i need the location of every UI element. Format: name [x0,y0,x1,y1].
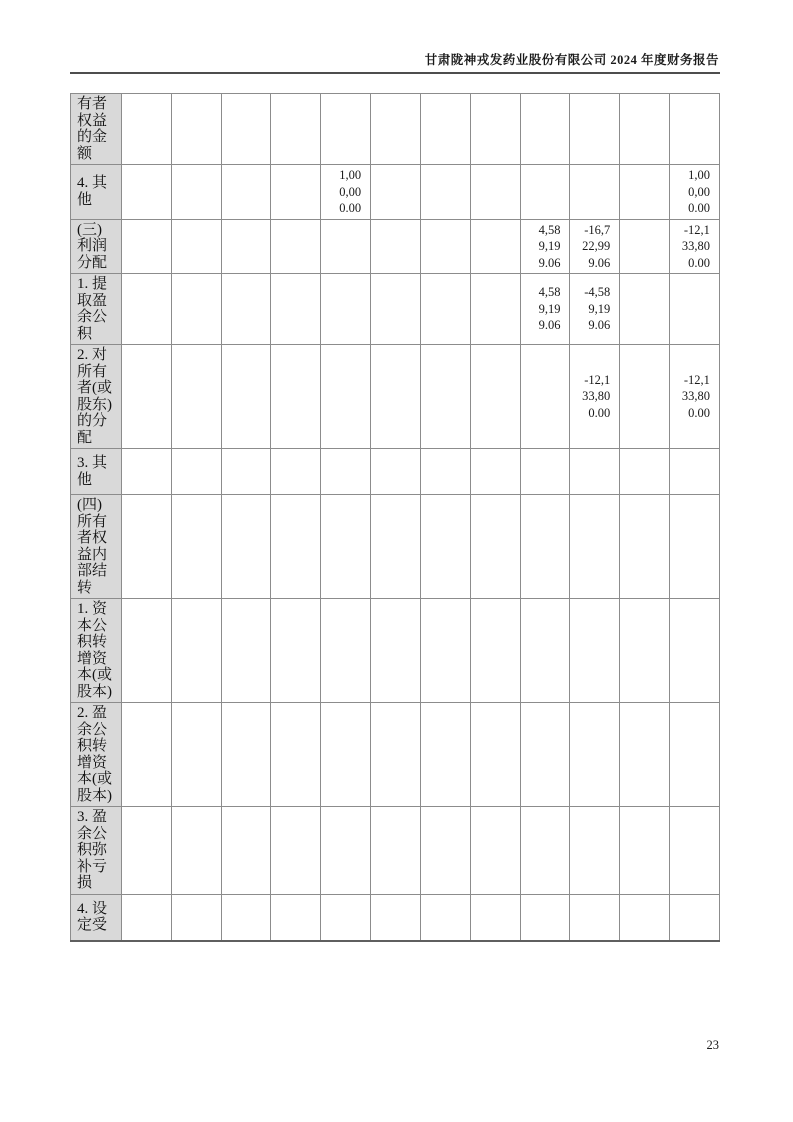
data-cell [271,449,321,495]
row-label-cell: (四)所有者权益内部结转 [71,495,122,599]
equity-statement-table-container [70,93,720,942]
data-cell [470,599,520,703]
data-cell: 4,589,199.06 [520,219,570,274]
data-cell [122,274,172,345]
data-cell [670,495,720,599]
data-cell [420,94,470,165]
data-cell [171,219,221,274]
data-cell [620,599,670,703]
data-cell [171,274,221,345]
data-cell [321,345,371,449]
data-cell [371,345,421,449]
data-cell [670,94,720,165]
row-label-cell: (三)利润分配 [71,219,122,274]
data-cell [520,449,570,495]
data-cell [321,449,371,495]
data-cell [122,94,172,165]
table-row [71,449,720,495]
data-cell [570,894,620,941]
data-cell [420,599,470,703]
data-cell [171,495,221,599]
data-cell [670,894,720,941]
data-cell [371,219,421,274]
table-row [71,703,720,807]
data-cell [122,219,172,274]
data-cell [420,894,470,941]
data-cell [470,807,520,895]
data-cell [221,274,271,345]
data-cell [221,345,271,449]
data-cell [670,807,720,895]
data-cell [470,894,520,941]
data-cell [670,703,720,807]
data-cell: -4,589,199.06 [570,274,620,345]
data-cell [470,495,520,599]
equity-table-body [71,94,720,941]
data-cell [271,495,321,599]
data-cell [171,165,221,220]
row-label-cell: 2. 对所有者(或股东)的分配 [71,345,122,449]
data-cell [171,807,221,895]
data-cell [470,345,520,449]
data-cell [520,599,570,703]
data-cell [670,274,720,345]
data-cell [520,94,570,165]
data-cell [520,495,570,599]
data-cell [570,449,620,495]
data-cell [520,345,570,449]
table-row [71,165,720,220]
data-cell [171,894,221,941]
data-cell [321,894,371,941]
data-cell [321,274,371,345]
data-cell [321,807,371,895]
header-divider [70,72,720,74]
data-cell [371,807,421,895]
data-cell [122,345,172,449]
data-cell: -16,722,999.06 [570,219,620,274]
data-cell [271,807,321,895]
data-cell [570,165,620,220]
data-cell [122,894,172,941]
table-row [71,274,720,345]
data-cell [271,274,321,345]
data-cell [620,894,670,941]
data-cell [470,165,520,220]
data-cell [420,165,470,220]
page-number: 23 [706,1038,719,1052]
data-cell [670,599,720,703]
data-cell [620,219,670,274]
data-cell [420,807,470,895]
data-cell [420,345,470,449]
table-row [71,495,720,599]
data-cell [470,94,520,165]
report-header-title: 甘肃陇神戎发药业股份有限公司 2024 年度财务报告 [424,53,719,67]
data-cell [122,807,172,895]
data-cell [570,807,620,895]
data-cell: -12,133,800.00 [670,345,720,449]
data-cell [271,599,321,703]
data-cell [520,807,570,895]
row-label-cell: 有者权益的金额 [71,94,122,165]
data-cell [420,219,470,274]
data-cell [321,599,371,703]
row-label-cell: 4. 设定受 [71,894,122,941]
data-cell [570,94,620,165]
data-cell [371,894,421,941]
data-cell [221,807,271,895]
data-cell [221,703,271,807]
data-cell [221,449,271,495]
data-cell [171,703,221,807]
row-label-cell: 3. 盈余公积弥补亏损 [71,807,122,895]
data-cell [122,165,172,220]
row-label-cell: 3. 其他 [71,449,122,495]
data-cell [520,703,570,807]
data-cell [321,703,371,807]
data-cell [670,449,720,495]
data-cell [420,703,470,807]
data-cell [271,94,321,165]
equity-statement-table [70,93,720,942]
data-cell [420,495,470,599]
data-cell [620,807,670,895]
data-cell: 4,589,199.06 [520,274,570,345]
data-cell [570,599,620,703]
table-row [71,219,720,274]
data-cell [570,495,620,599]
data-cell [122,703,172,807]
data-cell [171,599,221,703]
data-cell [620,94,670,165]
data-cell [620,703,670,807]
data-cell [520,165,570,220]
data-cell [371,274,421,345]
data-cell: 1,000,000.00 [670,165,720,220]
data-cell [271,165,321,220]
data-cell [570,703,620,807]
data-cell [171,94,221,165]
data-cell [271,345,321,449]
data-cell [620,165,670,220]
data-cell [221,894,271,941]
data-cell [470,703,520,807]
data-cell [321,94,371,165]
table-row [71,894,720,941]
table-row [71,807,720,895]
data-cell [520,894,570,941]
data-cell [321,219,371,274]
data-cell [420,449,470,495]
data-cell [221,495,271,599]
data-cell [620,345,670,449]
data-cell [221,219,271,274]
data-cell [371,599,421,703]
row-label-cell: 2. 盈余公积转增资本(或股本) [71,703,122,807]
row-label-cell: 1. 资本公积转增资本(或股本) [71,599,122,703]
table-row [71,345,720,449]
data-cell [371,165,421,220]
data-cell [122,449,172,495]
table-row [71,94,720,165]
data-cell [371,495,421,599]
data-cell [271,219,321,274]
data-cell: -12,133,800.00 [570,345,620,449]
data-cell: -12,133,800.00 [670,219,720,274]
data-cell [122,495,172,599]
data-cell [620,449,670,495]
data-cell [221,165,271,220]
data-cell [620,274,670,345]
data-cell [470,274,520,345]
data-cell [221,94,271,165]
data-cell: 1,000,000.00 [321,165,371,220]
data-cell [321,495,371,599]
data-cell [620,495,670,599]
data-cell [371,449,421,495]
data-cell [470,219,520,274]
data-cell [171,345,221,449]
data-cell [420,274,470,345]
data-cell [271,894,321,941]
data-cell [122,599,172,703]
row-label-cell: 4. 其他 [71,165,122,220]
data-cell [371,703,421,807]
data-cell [371,94,421,165]
data-cell [271,703,321,807]
data-cell [470,449,520,495]
table-row [71,599,720,703]
row-label-cell: 1. 提取盈余公积 [71,274,122,345]
data-cell [221,599,271,703]
data-cell [171,449,221,495]
